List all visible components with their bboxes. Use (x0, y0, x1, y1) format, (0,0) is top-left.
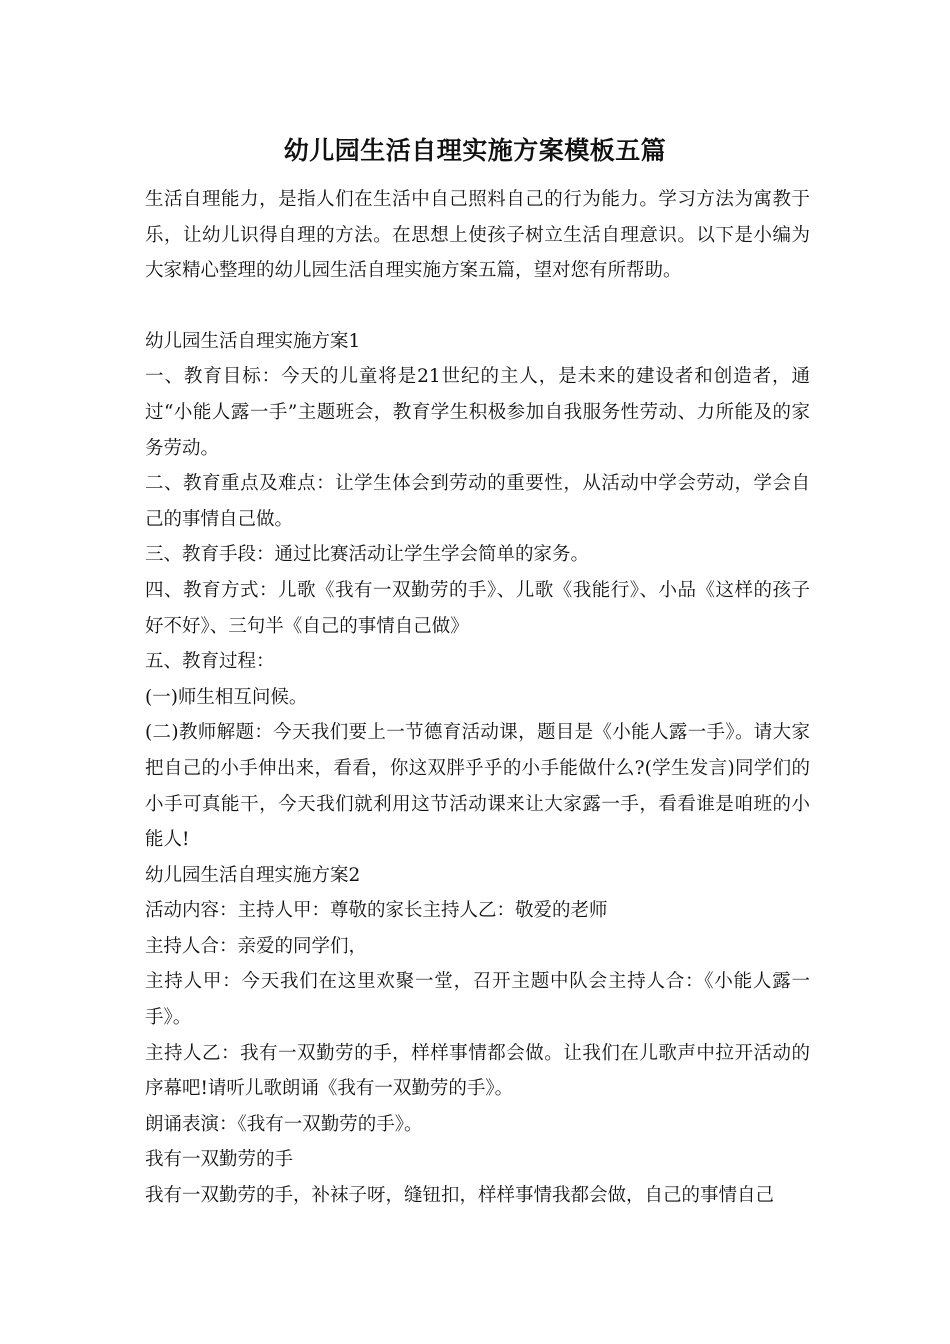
plan1-means: 三、教育手段：通过比赛活动让学生学会简单的家务。 (145, 544, 590, 566)
intro-paragraph: 生活自理能力，是指人们在生活中自己照料自己的行为能力。学习方法为寓教于乐，让幼儿识得自理的方法。在思想上使孩子树立生活自理意识。以下是小编为大家精心整理的幼儿园生活自理实施方案五篇，望对您有所帮助。 (145, 189, 810, 282)
plan2-poem-text: 我有一双勤劳的手，补袜子呀，缝钮扣，样样事情我都会做，自己的事情自己 (145, 1185, 775, 1207)
plan2-content: 活动内容：主持人甲：尊敬的家长主持人乙：敬爱的老师 (145, 900, 608, 922)
paragraph-gap (145, 289, 810, 324)
plan2-heading: 幼儿园生活自理实施方案2 (145, 864, 361, 886)
plan2-host-together: 主持人合：亲爱的同学们， (145, 935, 368, 957)
plan1-focus: 二、教育重点及难点：让学生体会到劳动的重要性，从活动中学会劳动，学会自己的事情自己做。 (145, 473, 810, 530)
document-title: 幼儿园生活自理实施方案模板五篇 (283, 136, 667, 165)
plan1-heading: 幼儿园生活自理实施方案1 (145, 330, 361, 352)
plan2-poem-title: 我有一双勤劳的手 (145, 1149, 294, 1171)
plan2-host-a: 主持人甲：今天我们在这里欢聚一堂，召开主题中队会主持人合：《小能人露一手》。 (145, 971, 810, 1029)
plan1-process: 五、教育过程： (145, 651, 275, 673)
plan1-goal: 一、教育目标：今天的儿童将是21世纪的主人，是未来的建设者和创造者，通过“小能人露一手”主题班会，教育学生积极参加自我服务性劳动、力所能及的家务劳动。 (145, 366, 810, 459)
plan1-step2: (二)教师解题：今天我们要上一节德育活动课，题目是《小能人露一手》。请大家把自己的小手伸出来，看看，你这双胖乎乎的小手能做什么?(学生发言)同学们的小手可真能干，今天我们就利用这节活动课来让大家露一手，看看谁是咱班的小能人! (145, 722, 810, 851)
plan1-method: 四、教育方式：儿歌《我有一双勤劳的手》、儿歌《我能行》、小品《这样的孩子好不好》、三句半《自己的事情自己做》 (145, 579, 810, 637)
plan2-host-b: 主持人乙：我有一双勤劳的手，样样事情都会做。让我们在儿歌声中拉开活动的序幕吧!请听儿歌朗诵《我有一双勤劳的手》。 (145, 1042, 810, 1100)
plan2-recital: 朗诵表演：《我有一双勤劳的手》。 (145, 1113, 423, 1135)
document-body (145, 182, 810, 1214)
plan1-step1: (一)师生相互问候。 (145, 686, 308, 708)
